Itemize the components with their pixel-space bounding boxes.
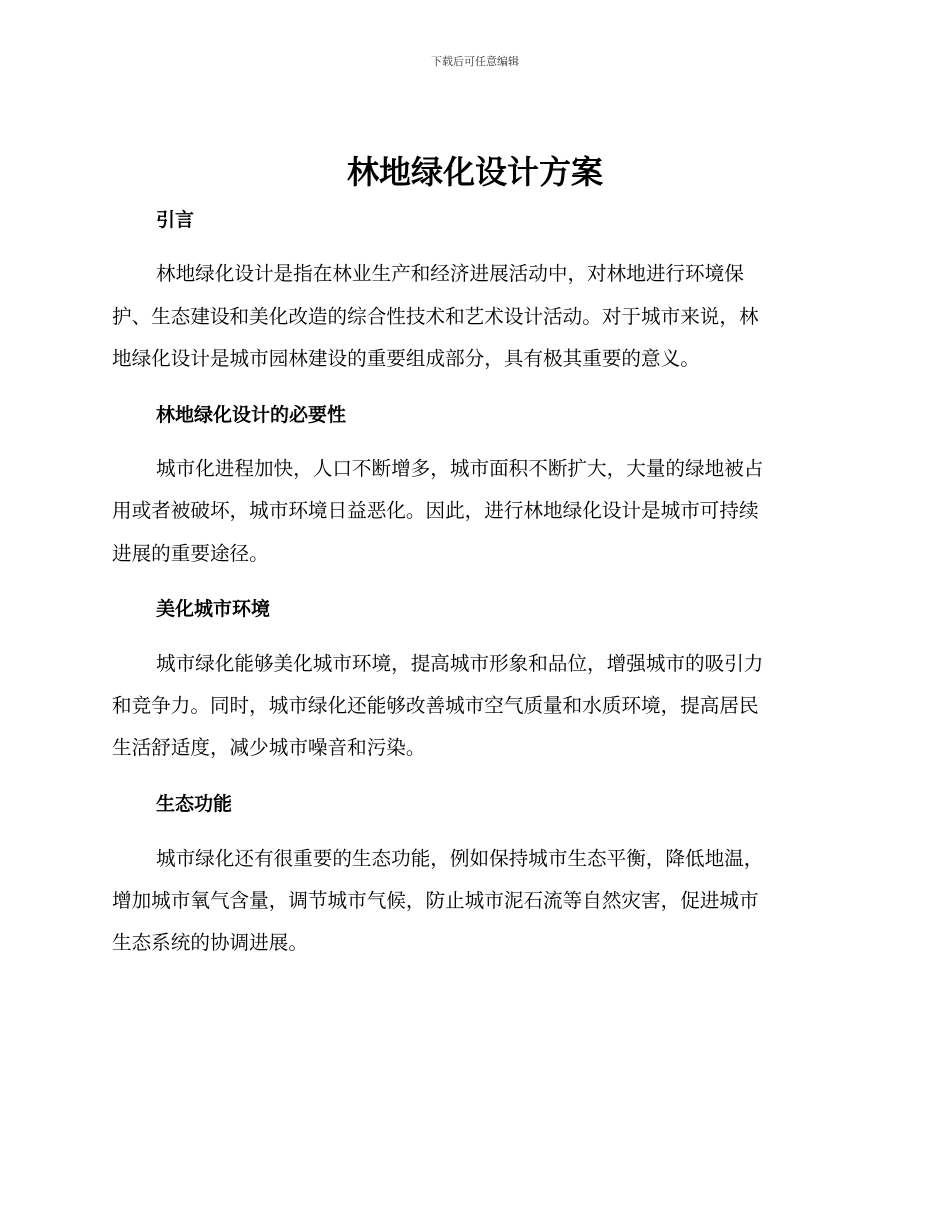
paragraph-line: 用或者被破坏，城市环境日益恶化。因此，进行林地绿化设计是城市可持续 (112, 499, 759, 522)
paragraph-line: 护、生态建设和美化改造的综合性技术和艺术设计活动。对于城市来说，林 (112, 305, 759, 328)
paragraph-line: 城市绿化还有很重要的生态功能，例如保持城市生态平衡，降低地温， (156, 847, 764, 870)
paragraph-line: 生态系统的协调进展。 (112, 931, 308, 954)
paragraph-line: 生活舒适度，减少城市噪音和污染。 (112, 736, 426, 759)
paragraph-line: 城市化进程加快，人口不断增多，城市面积不断扩大，大量的绿地被占 (156, 457, 764, 480)
paragraph-line: 进展的重要途径。 (112, 542, 269, 565)
section-heading-necessity: 林地绿化设计的必要性 (156, 404, 347, 426)
paragraph-line: 城市绿化能够美化城市环境，提高城市形象和品位，增强城市的吸引力 (156, 652, 764, 675)
paragraph-line: 增加城市氧气含量，调节城市气候，防止城市泥石流等自然灾害，促进城市 (112, 889, 759, 912)
section-heading-beautify-city: 美化城市环境 (156, 598, 271, 620)
section-heading-ecological-function: 生态功能 (156, 793, 233, 815)
section-heading-introduction: 引言 (156, 209, 195, 231)
document-title: 林地绿化设计方案 (346, 153, 603, 191)
paragraph-line: 地绿化设计是城市园林建设的重要组成部分，具有极其重要的意义。 (112, 347, 700, 370)
paragraph-line: 林地绿化设计是指在林业生产和经济进展活动中，对林地进行环境保 (156, 262, 744, 285)
page-header-note: 下载后可任意编辑 (431, 55, 519, 68)
paragraph-line: 和竞争力。同时，城市绿化还能够改善城市空气质量和水质环境，提高居民 (112, 694, 759, 717)
